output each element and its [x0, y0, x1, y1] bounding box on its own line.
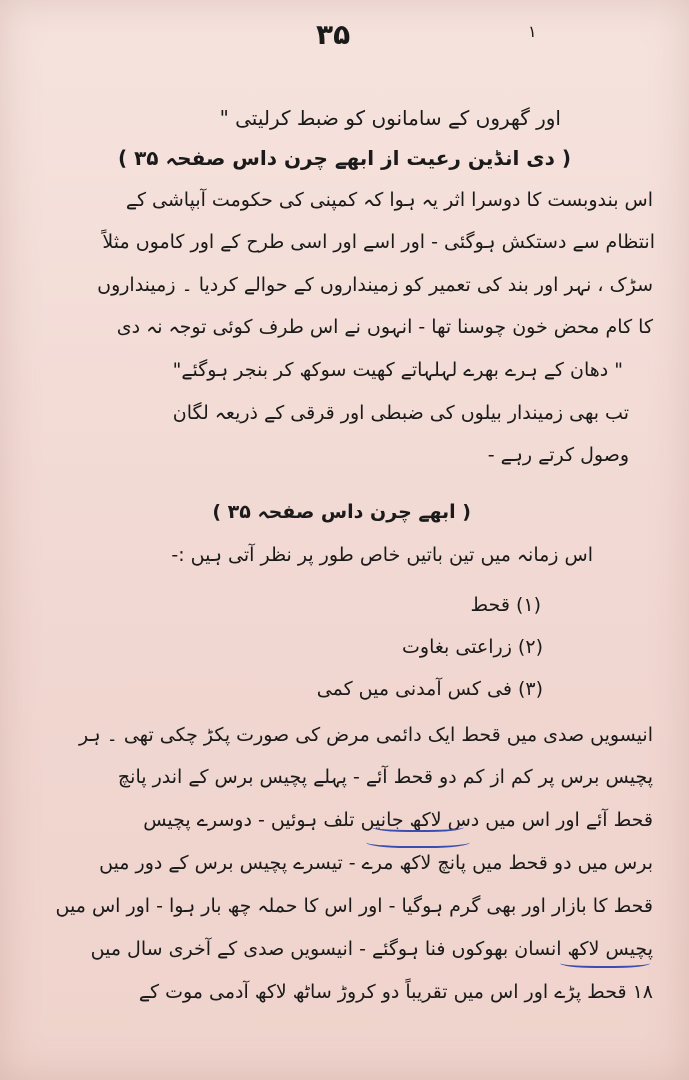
list-item: (۳) فی کس آمدنی میں کمی [316, 678, 543, 700]
text-line: اور گھروں کے سامانوں کو ضبط کرلیتی " [219, 106, 561, 130]
citation-line: ( ابھے چرن داس صفحہ ۳۵ ) [212, 501, 471, 523]
list-item: (۲) زراعتی بغاوت [402, 636, 543, 658]
corner-mark: ۱ [528, 22, 537, 41]
text-line: قحط کا بازار اور بھی گرم ہوگیا - اور اس کا حملہ چھ بار ہوا - اور اس میں [55, 895, 653, 917]
text-line: ۱۸ قحط پڑے اور اس میں تقریباً دو کروڑ ساٹھ لاکھ آدمی موت کے [138, 981, 653, 1003]
text-line: وصول کرتے رہے - [487, 444, 629, 466]
text-line: پچیس برس پر کم از کم دو قحط آئے - پہلے پچیس برس کے اندر پانچ [117, 766, 653, 788]
text-line: سڑک ، نہر اور بند کی تعمیر کو زمینداروں کے حوالے کردیا ۔ زمینداروں [97, 274, 653, 296]
text-line: کا کام محض خون چوسنا تھا - انہوں نے اس طرف کوئی توجہ نہ دی [116, 316, 653, 338]
text-line: اس بندوبست کا دوسرا اثر یہ ہوا کہ کمپنی کی حکومت آبپاشی کے [125, 189, 653, 211]
pen-underline-mark [366, 834, 470, 848]
pen-underline-mark [372, 820, 464, 832]
page-number: ۳۵ [316, 18, 351, 51]
text-line: انیسویں صدی میں قحط ایک دائمی مرض کی صورت پکڑ چکی تھی ۔ ہر [79, 724, 653, 746]
quote-line: " دھان کے ہرے بھرے لہلہاتے کھیت سوکھ کر بنجر ہوگئے" [172, 359, 623, 381]
text-line: تب بھی زمیندار بیلوں کی ضبطی اور قرقی کے ذریعہ لگان [172, 402, 629, 424]
pen-underline-mark [560, 956, 650, 968]
text-line: پچیس لاکھ انسان بھوکوں فنا ہوگئے - انیسویں صدی کے آخری سال میں [90, 938, 653, 960]
text-line: قحط آئے اور اس میں دس لاکھ جانیں تلف ہوئیں - دوسرے پچیس [143, 809, 653, 831]
text-line: انتظام سے دستکش ہوگئی - اور اسے اور اسی طرح کے اور کاموں مثلاً [102, 231, 655, 253]
citation-line: ( دی انڈین رعیت از ابھے چرن داس صفحہ ۳۵ ) [117, 146, 571, 170]
list-item: (۱) قحط [470, 594, 541, 616]
text-line: اس زمانہ میں تین باتیں خاص طور پر نظر آتی ہیں :- [171, 544, 593, 566]
text-line: برس میں دو قحط میں پانچ لاکھ مرے - تیسرے پچیس برس کے دور میں [99, 852, 653, 874]
